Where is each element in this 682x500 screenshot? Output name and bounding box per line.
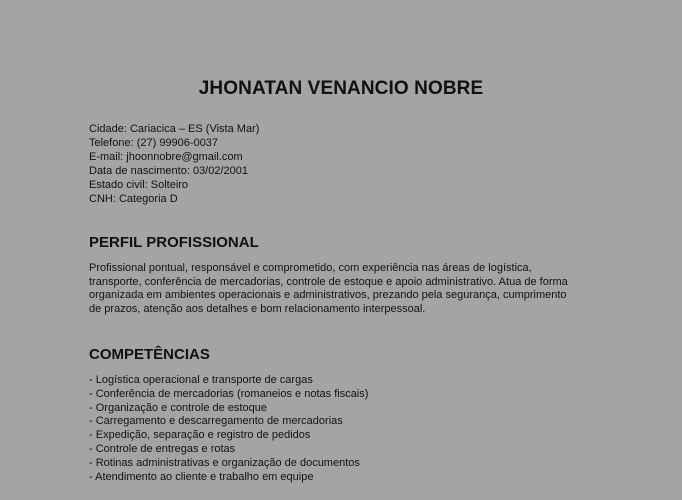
skill-item: - Atendimento ao cliente e trabalho em equipe: [89, 471, 368, 485]
section-title-perfil: PERFIL PROFISSIONAL: [89, 234, 259, 251]
perfil-line: organizada em ambientes operacionais e administrativos, prezando pela segurança, cumprimento: [89, 289, 567, 302]
contact-info: [89, 122, 259, 206]
contact-birthdate: Data de nascimento: 03/02/2001: [89, 165, 249, 177]
candidate-name: JHONATAN VENANCIO NOBRE: [198, 78, 484, 99]
perfil-paragraph: [89, 262, 589, 317]
perfil-line: Profissional pontual, responsável e comprometido, com experiência nas áreas de logística,: [89, 262, 532, 274]
skill-item: - Rotinas administrativas e organização de documentos: [89, 457, 368, 471]
skill-item: - Organização e controle de estoque: [89, 402, 368, 416]
contact-marital-status: Estado civil: Solteiro: [89, 179, 189, 191]
section-title-competencias: COMPETÊNCIAS: [89, 346, 210, 363]
contact-city: Cidade: Cariacica – ES (Vista Mar): [89, 123, 260, 135]
skill-item: - Conferência de mercadorias (romaneios e notas fiscais): [89, 388, 368, 402]
skills-list: [89, 374, 368, 484]
contact-phone: Telefone: (27) 99906-0037: [89, 137, 219, 149]
skill-item: - Carregamento e descarregamento de mercadorias: [89, 415, 368, 429]
skill-item: - Expedição, separação e registro de pedidos: [89, 429, 368, 443]
skill-item: - Controle de entregas e rotas: [89, 443, 368, 457]
contact-email: E-mail: jhoonnobre@gmail.com: [89, 151, 243, 163]
perfil-line: transporte, conferência de mercadorias, controle de estoque e apoio administrativo. Atua de forma: [89, 275, 568, 288]
perfil-line: de prazos, atenção aos detalhes e bom relacionamento interpessoal.: [89, 303, 426, 316]
skill-item: - Logística operacional e transporte de cargas: [89, 374, 368, 388]
contact-driver-license: CNH: Categoria D: [89, 193, 178, 205]
